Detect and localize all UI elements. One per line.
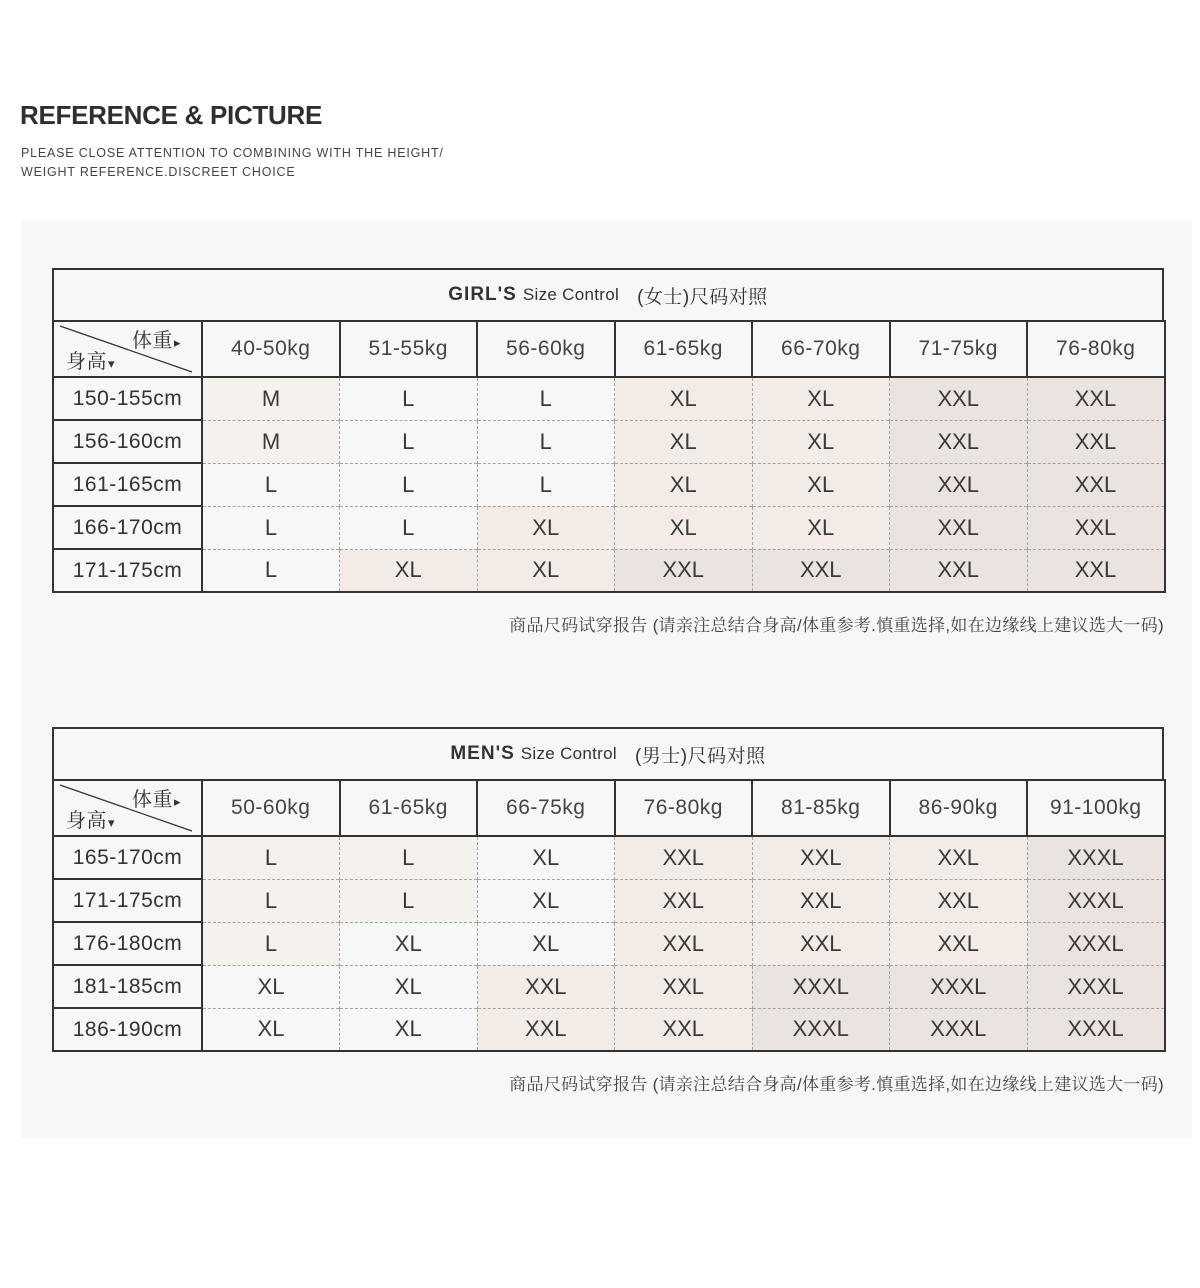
- height-cell: 156-160cm: [53, 420, 202, 463]
- right-arrow-icon: ▸: [173, 335, 181, 350]
- size-cell: XXL: [1027, 549, 1165, 592]
- size-cell: XL: [752, 377, 890, 420]
- size-cell: XXL: [890, 506, 1028, 549]
- size-cell: XXL: [477, 965, 615, 1008]
- height-cell: 165-170cm: [53, 836, 202, 879]
- size-cell: L: [202, 463, 340, 506]
- down-arrow-icon: ▾: [108, 356, 116, 371]
- page-title: REFERENCE & PICTURE: [20, 100, 322, 130]
- girls-size-chart: [52, 268, 1164, 636]
- size-cell: XXL: [890, 420, 1028, 463]
- size-cell: XXXL: [1027, 922, 1165, 965]
- girls-corner-cell: [53, 321, 202, 377]
- table-row: [53, 965, 1165, 1008]
- size-cell: XL: [752, 506, 890, 549]
- weight-header: 66-70kg: [752, 321, 890, 377]
- mens-table-title: [52, 727, 1164, 779]
- size-cell: XXL: [752, 549, 890, 592]
- size-cell: L: [340, 420, 478, 463]
- size-cell: XL: [615, 420, 753, 463]
- size-cell: XXL: [615, 879, 753, 922]
- size-cell: XL: [615, 463, 753, 506]
- height-cell: 181-185cm: [53, 965, 202, 1008]
- size-cell: L: [340, 836, 478, 879]
- table-row: [53, 879, 1165, 922]
- height-cell: 171-175cm: [53, 879, 202, 922]
- size-cell: XXXL: [752, 1008, 890, 1051]
- size-cell: L: [340, 463, 478, 506]
- size-cell: XXL: [477, 1008, 615, 1051]
- height-cell: 186-190cm: [53, 1008, 202, 1051]
- weight-header: 86-90kg: [890, 780, 1028, 836]
- girls-title-sub: Size Control: [522, 285, 620, 304]
- weight-axis-label: 体重▸: [131, 789, 181, 811]
- height-cell: 171-175cm: [53, 549, 202, 592]
- size-cell: XXXL: [752, 965, 890, 1008]
- weight-header: 66-75kg: [477, 780, 615, 836]
- size-cell: L: [202, 836, 340, 879]
- size-cell: L: [477, 463, 615, 506]
- height-cell: 161-165cm: [53, 463, 202, 506]
- girls-size-table: [52, 320, 1166, 593]
- mens-title-cn: (男士)尺码对照: [634, 745, 766, 767]
- size-cell: XL: [477, 879, 615, 922]
- size-cell: XL: [340, 922, 478, 965]
- size-cell: XXL: [752, 836, 890, 879]
- size-cell: L: [477, 377, 615, 420]
- size-cell: L: [340, 506, 478, 549]
- size-cell: XXL: [1027, 420, 1165, 463]
- mens-title-en: MEN'S: [450, 743, 515, 764]
- size-cell: XL: [340, 549, 478, 592]
- mens-size-chart: [52, 727, 1164, 1095]
- size-cell: XXL: [1027, 506, 1165, 549]
- table-row: [53, 1008, 1165, 1051]
- size-cell: XL: [340, 965, 478, 1008]
- size-cell: XL: [477, 922, 615, 965]
- size-cell: XXXL: [1027, 965, 1165, 1008]
- mens-size-note: 商品尺码试穿报告 (请亲注总结合身高/体重参考.慎重选择,如在边缘线上建议选大一码): [509, 1075, 1164, 1094]
- size-cell: XXXL: [1027, 1008, 1165, 1051]
- right-arrow-icon: ▸: [173, 794, 181, 809]
- table-row: [53, 506, 1165, 549]
- table-row: [53, 377, 1165, 420]
- table-row: [53, 420, 1165, 463]
- weight-header: 76-80kg: [615, 780, 753, 836]
- down-arrow-icon: ▾: [108, 815, 116, 830]
- weight-header: 50-60kg: [202, 780, 340, 836]
- page-subtitle: [21, 144, 444, 182]
- height-axis-label: 身高▾: [66, 810, 116, 832]
- weight-header: 91-100kg: [1027, 780, 1165, 836]
- height-axis-label: 身高▾: [66, 351, 116, 373]
- size-cell: L: [340, 377, 478, 420]
- size-cell: XL: [202, 1008, 340, 1051]
- girls-table-title: [52, 268, 1164, 320]
- size-cell: XXXL: [890, 965, 1028, 1008]
- height-cell: 166-170cm: [53, 506, 202, 549]
- weight-header: 40-50kg: [202, 321, 340, 377]
- size-cell: XL: [477, 836, 615, 879]
- size-cell: XL: [615, 377, 753, 420]
- size-cell: M: [202, 377, 340, 420]
- size-cell: XL: [752, 420, 890, 463]
- weight-header: 76-80kg: [1027, 321, 1165, 377]
- size-cell: XL: [477, 506, 615, 549]
- size-cell: XXL: [890, 549, 1028, 592]
- size-cell: XXL: [615, 1008, 753, 1051]
- weight-header: 61-65kg: [615, 321, 753, 377]
- size-cell: L: [340, 879, 478, 922]
- weight-header: 56-60kg: [477, 321, 615, 377]
- size-cell: XXXL: [1027, 879, 1165, 922]
- subtitle-line-2: WEIGHT REFERENCE.DISCREET CHOICE: [21, 165, 296, 179]
- size-cell: XL: [202, 965, 340, 1008]
- size-cell: XXL: [890, 463, 1028, 506]
- size-cell: XL: [615, 506, 753, 549]
- table-row: [53, 463, 1165, 506]
- mens-size-table: [52, 779, 1166, 1052]
- size-cell: XXL: [615, 836, 753, 879]
- height-cell: 176-180cm: [53, 922, 202, 965]
- size-cell: L: [202, 506, 340, 549]
- size-chart-panel: [21, 220, 1192, 1138]
- girls-size-note: 商品尺码试穿报告 (请亲注总结合身高/体重参考.慎重选择,如在边缘线上建议选大一码): [509, 616, 1164, 635]
- table-row: [53, 549, 1165, 592]
- subtitle-line-1: PLEASE CLOSE ATTENTION TO COMBINING WITH THE HEIGHT/: [21, 146, 444, 160]
- mens-header-row: [53, 780, 1165, 836]
- size-cell: XL: [340, 1008, 478, 1051]
- size-cell: XXL: [890, 879, 1028, 922]
- weight-header: 61-65kg: [340, 780, 478, 836]
- size-cell: XXL: [615, 965, 753, 1008]
- girls-title-en: GIRL'S: [448, 284, 517, 305]
- girls-title-cn: (女士)尺码对照: [637, 286, 768, 308]
- size-cell: XXL: [890, 836, 1028, 879]
- size-cell: L: [477, 420, 615, 463]
- height-cell: 150-155cm: [53, 377, 202, 420]
- size-cell: XL: [752, 463, 890, 506]
- size-cell: XXXL: [1027, 836, 1165, 879]
- size-cell: L: [202, 879, 340, 922]
- size-cell: XXL: [890, 922, 1028, 965]
- size-cell: L: [202, 922, 340, 965]
- size-cell: L: [202, 549, 340, 592]
- size-cell: XXL: [1027, 463, 1165, 506]
- table-row: [53, 836, 1165, 879]
- size-cell: XXL: [752, 879, 890, 922]
- weight-header: 81-85kg: [752, 780, 890, 836]
- size-cell: XXL: [890, 377, 1028, 420]
- size-cell: XXL: [615, 549, 753, 592]
- size-cell: XXL: [1027, 377, 1165, 420]
- weight-axis-label: 体重▸: [131, 330, 181, 352]
- girls-header-row: [53, 321, 1165, 377]
- size-cell: XXL: [752, 922, 890, 965]
- weight-header: 71-75kg: [890, 321, 1028, 377]
- mens-title-sub: Size Control: [520, 744, 617, 763]
- size-cell: XL: [477, 549, 615, 592]
- weight-header: 51-55kg: [340, 321, 478, 377]
- mens-corner-cell: [53, 780, 202, 836]
- size-cell: XXXL: [890, 1008, 1028, 1051]
- table-row: [53, 922, 1165, 965]
- size-cell: M: [202, 420, 340, 463]
- size-cell: XXL: [615, 922, 753, 965]
